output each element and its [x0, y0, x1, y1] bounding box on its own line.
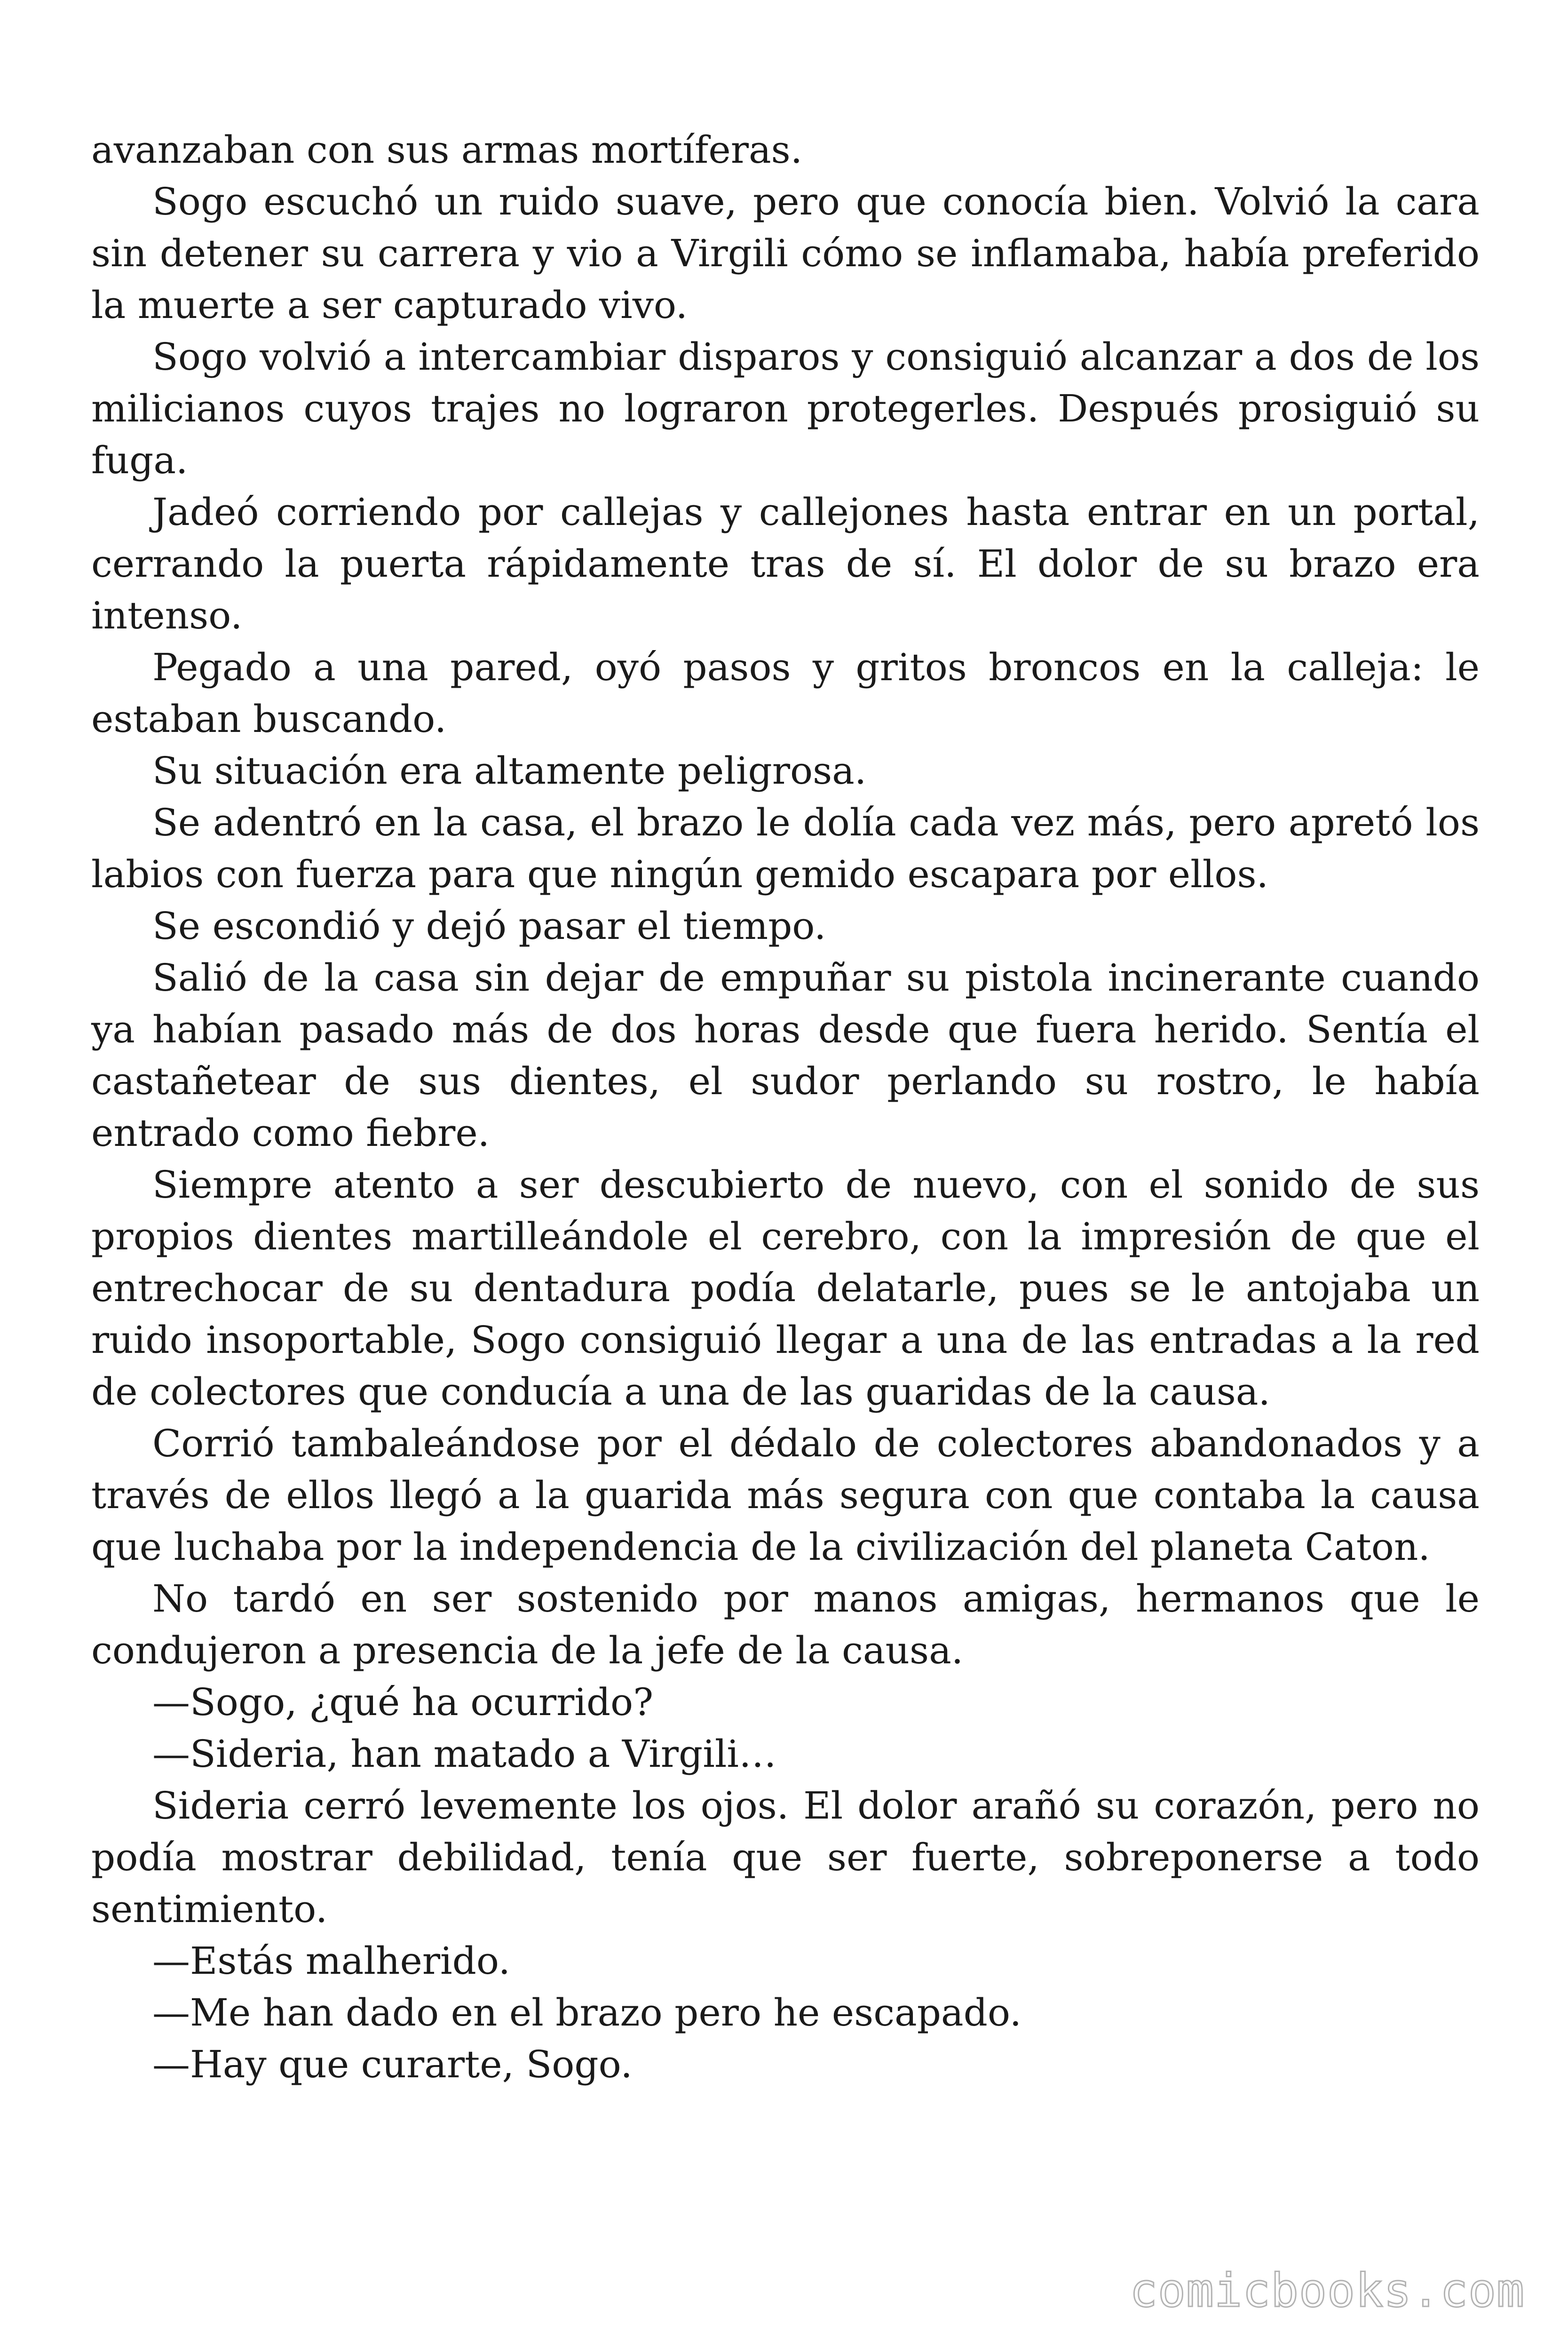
paragraph: avanzaban con sus armas mortíferas.	[91, 128, 803, 172]
paragraph: No tardó en ser sostenido por manos amigas, hermanos que le condujeron a presencia de la jefe de la causa.	[91, 1577, 1480, 1672]
watermark-logo: comicbooks.com	[1129, 2264, 1525, 2318]
paragraph: Sogo volvió a intercambiar disparos y consiguió alcanzar a dos de los milicianos cuyos trajes no lograron protegerles. Después prosiguió su fuga.	[91, 335, 1480, 482]
paragraph: Corrió tambaleándose por el dédalo de colectores abandonados y a través de ellos llegó a la guarida más segura con que contaba la causa que luchaba por la independencia de la civilización del planeta Caton.	[91, 1422, 1480, 1569]
paragraph: Pegado a una pared, oyó pasos y gritos broncos en la calleja: le estaban buscando.	[91, 645, 1480, 741]
dialogue-line: —Sogo, ¿qué ha ocurrido?	[152, 1680, 654, 1724]
dialogue-line: —Sideria, han matado a Virgili…	[152, 1732, 776, 1776]
paragraph: Siempre atento a ser descubierto de nuevo, con el sonido de sus propios dientes martilleándole el cerebro, con la impresión de que el entrechocar de su dentadura podía delatarle, pues se le antojaba un ruido insoportable, Sogo consiguió llegar a una de las entradas a la red de colectores que conducía a una de las guaridas de la causa.	[91, 1163, 1480, 1414]
paragraph: Sogo escuchó un ruido suave, pero que conocía bien. Volvió la cara sin detener su carrera y vio a Virgili cómo se inflamaba, había preferido la muerte a ser capturado vivo.	[91, 180, 1480, 327]
page-body	[91, 124, 1480, 2090]
paragraph: Jadeó corriendo por callejas y callejones hasta entrar en un portal, cerrando la puerta rápidamente tras de sí. El dolor de su brazo era intenso.	[91, 490, 1480, 637]
paragraph: Su situación era altamente peligrosa.	[152, 749, 867, 793]
paragraph: Se adentró en la casa, el brazo le dolía cada vez más, pero apretó los labios con fuerza para que ningún gemido escapara por ellos.	[91, 801, 1480, 896]
paragraph: Salió de la casa sin dejar de empuñar su pistola incinerante cuando ya habían pasado más de dos horas desde que fuera herido. Sentía el castañetear de sus dientes, el sudor perlando su rostro, le había entrado como fiebre.	[91, 956, 1480, 1155]
dialogue-line: —Me han dado en el brazo pero he escapado.	[152, 1991, 1022, 2034]
paragraph: Se escondió y dejó pasar el tiempo.	[152, 904, 826, 948]
paragraph: Sideria cerró levemente los ojos. El dolor arañó su corazón, pero no podía mostrar debilidad, tenía que ser fuerte, sobreponerse a todo sentimiento.	[91, 1784, 1480, 1931]
dialogue-line: —Estás malherido.	[152, 1939, 511, 1983]
dialogue-line: —Hay que curarte, Sogo.	[152, 2042, 633, 2086]
